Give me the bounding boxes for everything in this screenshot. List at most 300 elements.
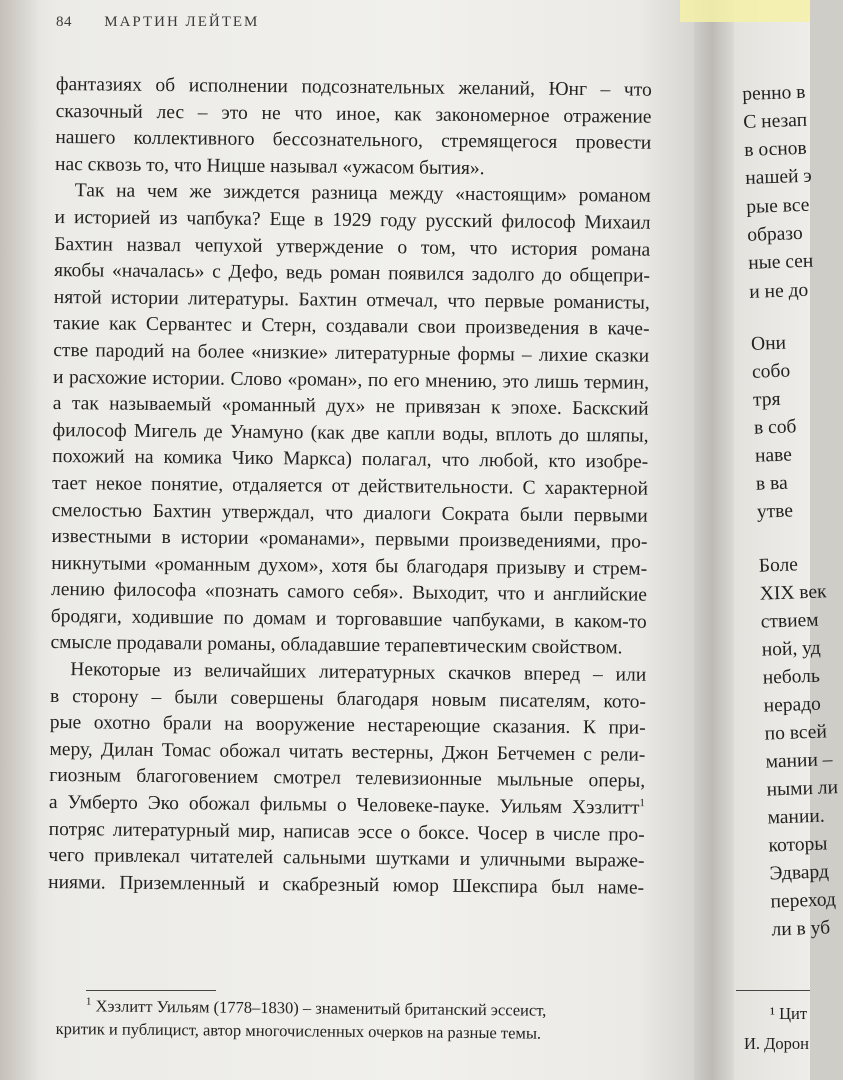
word: эпохе. (510, 397, 562, 419)
word: с (212, 261, 221, 283)
word: первые (484, 290, 545, 313)
word: юмор (392, 875, 440, 897)
word: же (189, 181, 212, 203)
word: Чико (231, 448, 274, 470)
word: Чосер (477, 822, 528, 845)
word: домам (253, 607, 307, 630)
word: Сервантес (145, 314, 233, 337)
word: лес (156, 101, 185, 123)
word: о (336, 794, 347, 816)
word: лишь (534, 371, 579, 393)
right-page-line: утве (756, 500, 794, 523)
page-edge-shadow (0, 0, 40, 1080)
word: 1929 (332, 209, 372, 232)
word: капли (386, 422, 436, 445)
word: истории. (152, 367, 226, 390)
right-page-line: ные сен (747, 250, 814, 274)
word: новым (431, 689, 487, 711)
word: что (447, 290, 476, 312)
footnote-marker: 1 (85, 995, 92, 1008)
word: фильмы (259, 794, 328, 816)
word: и (258, 873, 270, 895)
word: в (535, 823, 545, 845)
right-page-line: Боле (758, 554, 799, 577)
right-page-line: в соб (753, 416, 797, 439)
right-page-line: образо (746, 222, 804, 246)
word: Дилан (100, 739, 154, 761)
word: известными (51, 526, 152, 549)
word: стве (53, 339, 89, 362)
word: бродяги, (50, 605, 122, 628)
right-page-line: рые все (745, 194, 810, 218)
word: были (519, 503, 564, 526)
word: сказочный (55, 100, 143, 123)
right-page-line: XIX век (759, 581, 827, 605)
word: ведь (285, 262, 323, 284)
word: мир, (237, 820, 276, 842)
page-number: 84 (56, 14, 72, 30)
word: назвал (126, 234, 182, 256)
word: на (171, 341, 191, 363)
word: «низкие» (251, 341, 329, 364)
word: отмечал, (366, 289, 439, 312)
word: похожий (52, 446, 125, 468)
word: Баскский (572, 398, 649, 420)
right-page-line: нашей э (744, 165, 813, 189)
word: произведения (465, 317, 580, 340)
word: наме- (597, 877, 645, 899)
word: обожал (188, 793, 250, 815)
word: были (174, 686, 218, 709)
word: вооружение (255, 714, 355, 737)
word: Уильям (499, 796, 563, 818)
word: утверждение (276, 235, 384, 258)
word: – (521, 344, 532, 366)
word: формы (457, 343, 515, 366)
word: самого (287, 581, 345, 604)
word: в (49, 685, 60, 707)
word: Бахтин (152, 500, 212, 523)
word: выраже- (575, 850, 645, 872)
word: сказания. (492, 716, 571, 739)
word: бессознательного, (272, 129, 424, 152)
word: не (261, 102, 281, 124)
word: воды, (442, 423, 489, 445)
word: философ (52, 419, 127, 442)
word: стремящегося (441, 130, 558, 154)
word: боксе. (418, 822, 470, 844)
word: Дефо, (228, 261, 279, 284)
word: первыми (573, 504, 648, 527)
word: утверждал, (221, 501, 315, 524)
word: каком-то (574, 610, 647, 633)
word: по (223, 607, 244, 629)
word: русский (425, 210, 493, 233)
right-footnote-line: И. Дорон (744, 1034, 810, 1053)
word: романа (591, 238, 651, 261)
word: был (551, 876, 585, 898)
word: вперед (523, 663, 581, 686)
word: литературных (318, 661, 436, 684)
word: привязан (405, 396, 481, 419)
word: иное, (335, 103, 381, 125)
word: совершены (230, 687, 324, 710)
word: сторону (72, 685, 139, 708)
word: благоговением (136, 766, 259, 789)
word: Так (74, 180, 105, 202)
word: истории (180, 527, 249, 549)
word: в (554, 610, 565, 632)
word: не (375, 396, 395, 418)
word: расхожие (69, 366, 147, 389)
word: романисты, (553, 291, 650, 314)
word: себя». (352, 582, 404, 604)
word: С (522, 477, 536, 499)
word: обожал (219, 740, 281, 763)
word: каче- (607, 318, 650, 341)
word: чепухой (194, 234, 263, 257)
right-page-line: мании – (765, 749, 833, 773)
word: коллективного (133, 127, 255, 151)
word: «настоящим» (455, 184, 567, 207)
right-footnote-rule (736, 990, 810, 991)
word: шляпы, (586, 424, 649, 447)
word: телевизионные (356, 768, 482, 791)
word: никнутыми (51, 552, 147, 575)
word: к (490, 397, 501, 419)
footnote-text-2: критик и публицист, автор многочисленных очерков на разные темы. (55, 1018, 542, 1043)
word: – (592, 664, 603, 686)
word: Сократа (441, 503, 510, 525)
right-page-line: тря (752, 388, 781, 411)
word: Унамуно (229, 421, 304, 444)
word: отражение (563, 105, 652, 128)
right-page-line: собо (751, 360, 791, 383)
word: К (582, 717, 597, 739)
word: от (331, 475, 350, 497)
sticky-note-tab (680, 0, 810, 22)
word: «романным (154, 553, 251, 576)
word: мыльные (496, 769, 574, 792)
word: лению (50, 579, 105, 601)
footnote-reference: 1 (639, 797, 646, 810)
word: свои (417, 316, 456, 339)
word: Хэзлитт$^1$ (571, 797, 646, 819)
word: задолго (471, 264, 535, 286)
word: что (325, 502, 354, 524)
word: такие (53, 313, 100, 335)
word: произведениями, (459, 529, 601, 553)
word: называемый (109, 393, 212, 416)
word: читать (288, 741, 344, 763)
word: и (54, 206, 66, 229)
word: кто (548, 451, 576, 473)
word: его (393, 369, 420, 392)
word: в (588, 318, 599, 340)
word: литературные (335, 342, 451, 365)
word: Мигель (133, 420, 197, 443)
word: термин, (584, 371, 650, 394)
footnote-rule (86, 990, 216, 991)
word: про- (608, 823, 645, 846)
word: это (502, 370, 530, 393)
word: как (394, 103, 422, 126)
right-page-line: по всей (764, 721, 828, 745)
word: чапбуками, (452, 609, 546, 632)
word: привлекал (94, 845, 181, 868)
word: меру, (49, 738, 93, 761)
word: и (533, 583, 545, 605)
word: на (134, 447, 154, 469)
word: Стерн, (261, 315, 317, 337)
word: скачков (448, 662, 512, 685)
word: Юнг (548, 78, 588, 101)
body-text (48, 72, 652, 902)
word: – (151, 686, 162, 708)
word: чем (146, 181, 178, 203)
word: некое (95, 473, 143, 495)
word: Человеке-пауке. (356, 794, 490, 818)
right-page-line: и не до (748, 279, 809, 303)
word: между (389, 183, 444, 206)
word: нашего (55, 127, 116, 149)
word: из (159, 207, 178, 230)
footnote-line-2 (56, 1017, 666, 1046)
word: смотрел (273, 767, 341, 790)
running-head-author: МАРТИН ЛЕЙТЕМ (104, 14, 260, 30)
word: благодаря (336, 688, 419, 711)
right-page-line: мании. (767, 805, 826, 829)
word: более (197, 341, 245, 363)
word: что (623, 79, 652, 101)
word: бы (375, 555, 399, 577)
word: создавали (325, 315, 409, 338)
word: тает (51, 472, 87, 495)
word: об (155, 74, 176, 97)
word: мнению, (425, 370, 498, 392)
word: в (313, 209, 324, 231)
word: лихие (538, 344, 588, 367)
text-line (49, 763, 645, 795)
word: и (52, 366, 64, 388)
text-line-content: смысле продавали романы, обладавшие терапевтическим свойством. (50, 632, 623, 659)
word: пародий (95, 340, 165, 362)
word: вестерны, (351, 741, 434, 764)
word: «началась» (111, 260, 205, 283)
word: сальными (283, 847, 366, 870)
word: понятие, (150, 473, 224, 496)
right-page-line: ными ли (766, 777, 839, 801)
word: Бетчемен (496, 743, 576, 765)
word: о (400, 821, 411, 844)
word: изобре- (585, 451, 649, 474)
word: «романный (221, 394, 316, 417)
word: комика (163, 447, 223, 469)
word: Бахтин (54, 233, 113, 256)
word: эссе (357, 821, 393, 843)
word: провести (575, 132, 652, 154)
right-page-line: нерадо (763, 693, 822, 717)
right-page-line: ной, уд (761, 637, 821, 661)
word: – (197, 101, 208, 124)
word: оперы, (588, 770, 646, 793)
word: что (497, 583, 526, 605)
word: исполнении (188, 75, 289, 98)
word: году (380, 210, 417, 232)
word: о (397, 236, 408, 258)
word: или (615, 664, 647, 686)
running-head (56, 14, 259, 36)
word: сказки (594, 345, 650, 367)
word: а (48, 791, 58, 814)
word: (как (310, 422, 345, 444)
word: общепри- (569, 265, 651, 287)
word: Джон (441, 742, 489, 765)
word: с (583, 743, 593, 766)
word: Томас (161, 739, 212, 762)
right-page-line: С незап (742, 109, 808, 133)
word: как (108, 313, 137, 336)
text-line (48, 870, 644, 902)
right-page-line: Эдвард (769, 861, 830, 885)
word: хотя (331, 555, 368, 577)
word: из (173, 660, 192, 682)
word: уличными (480, 849, 566, 872)
word: Шекспира (452, 875, 538, 898)
word: литературы. (188, 288, 290, 310)
word: шутками (375, 848, 450, 871)
word: Еще (269, 209, 306, 231)
word: де (203, 421, 223, 443)
right-page-line: которы (768, 833, 828, 857)
word: брали (162, 713, 212, 735)
book-gutter (694, 0, 734, 1080)
word: «познать (204, 580, 279, 603)
word: а (52, 393, 62, 415)
word: якобы (53, 260, 105, 282)
word: до (542, 264, 562, 287)
word: смелостью (51, 499, 143, 522)
word: подсознательных (301, 76, 445, 99)
right-page-line: Они (750, 332, 787, 355)
word: нестареющие (367, 715, 481, 738)
word: в (161, 527, 171, 549)
word: ниями. (48, 871, 106, 894)
word: и (315, 608, 327, 630)
text-line (55, 152, 651, 184)
word: Маркса) (283, 448, 353, 471)
word: английские (552, 584, 648, 606)
word: роман (329, 262, 381, 285)
word: любой, (479, 450, 539, 472)
word: до (559, 424, 580, 446)
word: скабрезный (282, 874, 380, 896)
word: историей (73, 207, 151, 229)
word: разница (311, 182, 378, 205)
word: это (221, 102, 248, 124)
word: «роман», (287, 368, 363, 391)
word: что (469, 237, 498, 259)
word: стрем- (592, 557, 648, 580)
word: литературный (112, 819, 230, 842)
right-page-line: ствием (760, 609, 819, 633)
word: философа (113, 579, 197, 602)
word: Бахтин (298, 289, 358, 311)
word: чапбука? (186, 208, 261, 230)
word: потряс (48, 818, 105, 841)
right-page-line: неболь (762, 665, 821, 689)
word: Выходит, (412, 582, 489, 605)
word: первыми (375, 529, 450, 551)
word: «романами», (258, 528, 366, 551)
footnote-text-1: Хэзлитт Уильям (1778–1830) – знаменитый британский эссеист, (95, 996, 547, 1020)
word: про- (610, 531, 648, 553)
word: числе (552, 823, 601, 845)
word: что (294, 102, 323, 125)
word: – (600, 79, 611, 101)
word: и (459, 849, 471, 871)
right-page-line: ренно в (742, 81, 806, 105)
word: вплоть (495, 423, 553, 446)
word: характерной (544, 477, 649, 500)
word: дух» (326, 395, 366, 418)
word: торговавшие (336, 608, 443, 631)
word: чего (48, 845, 85, 867)
word: том, (420, 237, 456, 259)
footnote (56, 994, 666, 1046)
word: Слово (230, 368, 282, 390)
text-line-content: нас сквозь то, что Ницше называл «ужасом бытия». (55, 153, 485, 179)
word: писателям, (499, 689, 591, 712)
word: две (351, 422, 380, 444)
word: диалоги (363, 502, 432, 525)
word: призыву (496, 556, 567, 579)
word: кото- (603, 690, 647, 713)
word: ходившие (131, 606, 214, 629)
right-page-line: наве (754, 444, 793, 467)
word: благодаря (406, 556, 489, 578)
word: философ (501, 211, 576, 233)
word: гиозным (49, 765, 122, 788)
word: по (367, 369, 389, 391)
right-page-line: в основ (743, 137, 808, 161)
word: истории (110, 287, 179, 309)
word: на (116, 180, 136, 203)
word: Некоторые (70, 659, 161, 682)
word: история (511, 237, 578, 260)
word: Приземленный (119, 872, 246, 895)
word: рые (49, 712, 82, 734)
word: духом», (258, 554, 324, 577)
word: Умберто (67, 792, 138, 814)
word: при- (608, 717, 646, 739)
word: Эко (147, 792, 180, 815)
word: желаний, (458, 77, 536, 100)
word: на (224, 713, 244, 736)
word: и (573, 557, 585, 579)
word: полагал, (361, 449, 432, 471)
right-page-line: переход (770, 889, 837, 913)
word: зиждется (223, 181, 300, 204)
word: нятой (53, 286, 102, 309)
word: так (71, 393, 99, 415)
word: романом (578, 185, 651, 208)
word: читателей (189, 846, 274, 869)
word: действительности. (358, 475, 514, 499)
word: и (241, 315, 253, 337)
right-page-line: в ва (755, 472, 789, 495)
word: рели- (600, 744, 646, 766)
